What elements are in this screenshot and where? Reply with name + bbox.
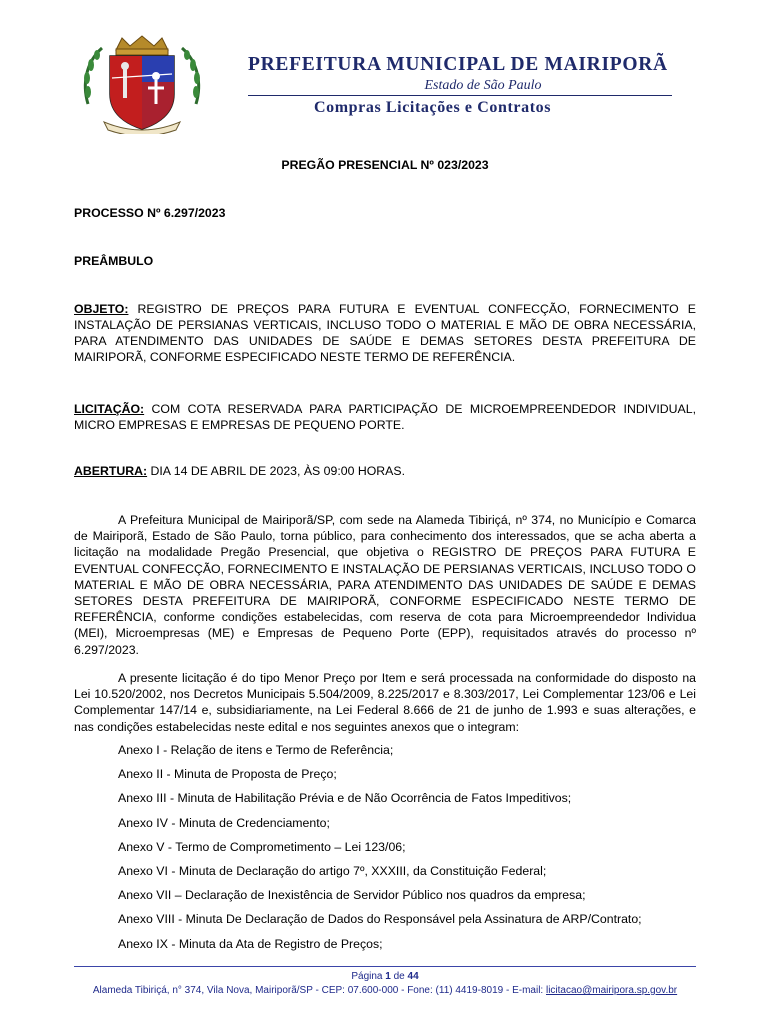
annex-item: Anexo VIII - Minuta De Declaração de Dados do Responsável pela Assinatura de ARP/Contrato; <box>118 912 642 927</box>
page-of: de <box>390 971 408 982</box>
letterhead <box>248 54 678 117</box>
abertura-text: DIA 14 DE ABRIL DE 2023, ÀS 09:00 HORAS. <box>147 464 406 478</box>
objeto-text: REGISTRO DE PREÇOS PARA FUTURA E EVENTUAL CONFECÇÃO, FORNECIMENTO E INSTALAÇÃO DE PERSIANAS VERTICAIS, INCLUSO TODO O MATERIAL E MÃO DE OBRA NECESSÁRIA, PARA ATENDIMENTO DAS UNIDADES DE SAÚDE E DEMAS SETORES DESTA PREFEITURA DE MAIRIPORÃ, CONFORME ESPECIFICADO NESTE TERMO DE REFERÊNCIA. <box>74 302 696 364</box>
letterhead-state: Estado de São Paulo <box>424 78 542 93</box>
annex-item: Anexo I - Relação de itens e Termo de Referência; <box>118 743 394 757</box>
annex-item: Anexo IX - Minuta da Ata de Registro de Preços; <box>118 936 383 951</box>
footer-rule <box>74 966 696 967</box>
page-total: 44 <box>407 971 419 982</box>
letterhead-rule <box>248 95 672 96</box>
letterhead-title: PREFEITURA MUNICIPAL DE MAIRIPORÃ <box>248 54 668 75</box>
page-prefix: Página <box>351 971 386 982</box>
annex-list <box>118 742 642 960</box>
pregao-heading: PREGÃO PRESENCIAL Nº 023/2023 <box>281 158 489 172</box>
page-current: 1 <box>385 971 391 982</box>
annex-item: Anexo IV - Minuta de Credenciamento; <box>118 815 330 830</box>
processo-heading: PROCESSO Nº 6.297/2023 <box>74 206 226 220</box>
legal-basis-paragraph: A presente licitação é do tipo Menor Preço por Item e será processada na conformidade do disposto na Lei 10.520/2002, nos Decretos Municipais 5.504/2009, 8.225/2017 e 8.303/2017, Lei Complementar 123/06 e Lei Complementar 147/14 e, subsidiariamente, na Lei Federal 8.666 de 21 de junho de 1.993 e suas alterações, e nas condições estabelecidas neste edital e nos seguintes anexos que o integram: <box>74 671 696 734</box>
abertura-paragraph <box>74 463 405 479</box>
licitacao-paragraph <box>74 401 696 433</box>
footer-address <box>0 985 770 996</box>
annex-item: Anexo VII – Declaração de Inexistência de Servidor Público nos quadros da empresa; <box>118 888 586 903</box>
annex-item: Anexo VI - Minuta de Declaração do artigo 7º, XXXIII, da Constituição Federal; <box>118 863 547 878</box>
objeto-label: OBJETO: <box>74 302 129 316</box>
annex-item: Anexo V - Termo de Comprometimento – Lei 123/06; <box>118 839 406 854</box>
annex-item: Anexo II - Minuta de Proposta de Preço; <box>118 767 337 782</box>
licitacao-text: COM COTA RESERVADA PARA PARTICIPAÇÃO DE MICROEMPREENDEDOR INDIVIDUAL, MICRO EMPRESAS E EMPRESAS DE PEQUENO PORTE. <box>74 402 696 432</box>
letterhead-department: Compras Licitações e Contratos <box>314 99 552 116</box>
address-text: Alameda Tibiriçá, n° 374, Vila Nova, Mairiporã/SP - CEP: 07.600-000 - Fone: (11) 4419-8019 - E-mail: <box>92 985 546 996</box>
email-link[interactable]: licitacao@mairipora.sp.gov.br <box>545 985 678 996</box>
objeto-paragraph <box>74 301 696 365</box>
preamble-paragraph: A Prefeitura Municipal de Mairiporã/SP, com sede na Alameda Tibiriçá, nº 374, no Município e Comarca de Mairiporã, Estado de São Paulo, torna público, para conhecimento dos interessados, que se acha aberta a licitação na modalidade Pregão Presencial, que objetiva o REGISTRO DE PREÇOS PARA FUTURA E EVENTUAL CONFECÇÃO, FORNECIMENTO E INSTALAÇÃO DE PERSIANAS VERTICAIS, INCLUSO TODO O MATERIAL E MÃO DE OBRA NECESSÁRIA, PARA ATENDIMENTO DAS UNIDADES DE SAÚDE E DEMAS SETORES DESTA PREFEITURA DE MAIRIPORÃ, CONFORME ESPECIFICADO NESTE TERMO DE REFERÊNCIA, conforme condições estabelecidas, com reserva de cota para Microempreendedor Individua (MEI), Microempresas (ME) e Empresas de Pequeno Porte (EPP), requisitados através do processo nº 6.297/2023. <box>74 513 696 657</box>
coat-of-arms-logo <box>78 34 206 134</box>
abertura-label: ABERTURA: <box>74 464 148 478</box>
licitacao-label: LICITAÇÃO: <box>74 402 145 416</box>
preambulo-heading: PREÂMBULO <box>74 254 154 268</box>
annex-item: Anexo III - Minuta de Habilitação Prévia e de Não Ocorrência de Fatos Impeditivos; <box>118 791 572 806</box>
page-number <box>0 971 770 982</box>
